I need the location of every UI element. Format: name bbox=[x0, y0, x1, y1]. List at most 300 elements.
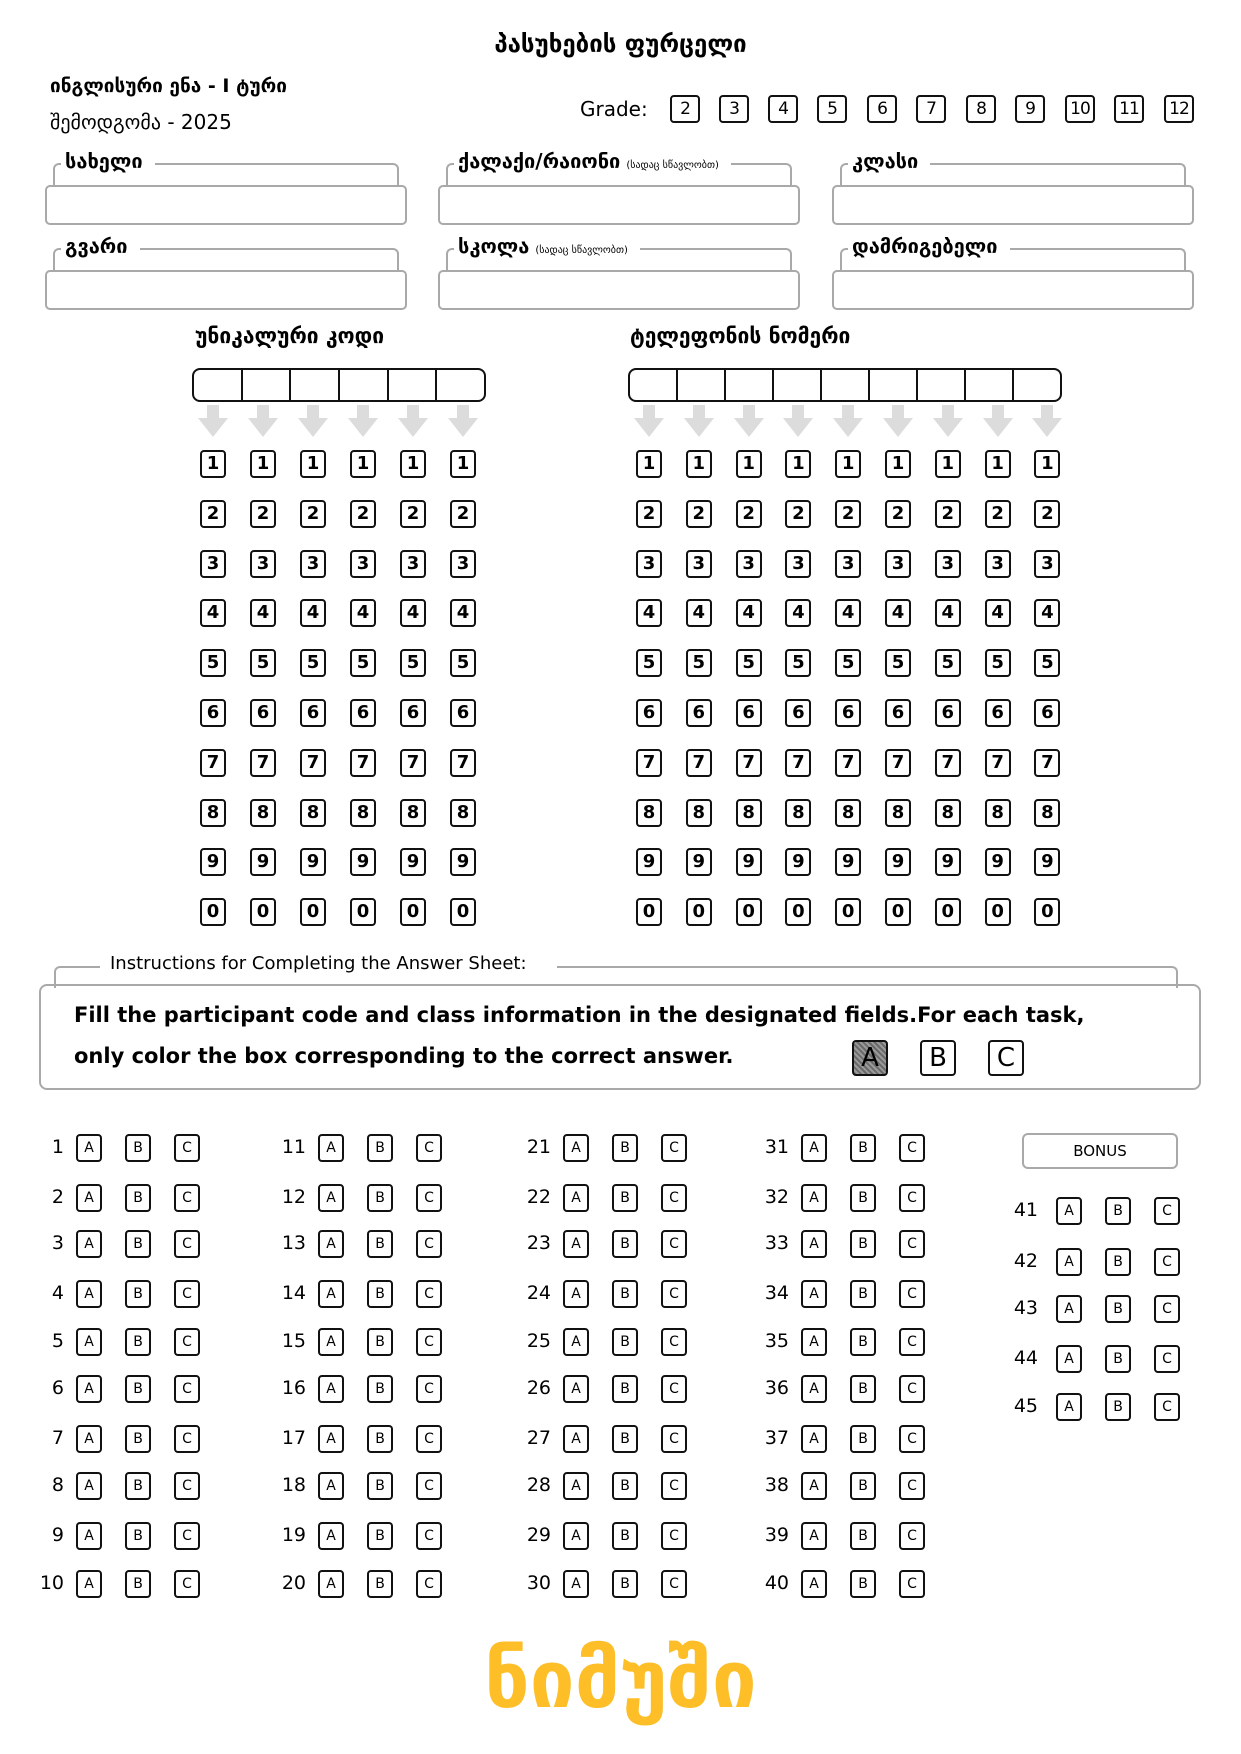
code-digit-bubble[interactable]: 7 bbox=[450, 749, 476, 777]
answer-bubble-a[interactable]: A bbox=[563, 1328, 589, 1356]
code-digit-bubble[interactable]: 0 bbox=[300, 898, 326, 926]
answer-bubble-b[interactable]: B bbox=[850, 1425, 876, 1453]
phone-digit-bubble[interactable]: 8 bbox=[1034, 799, 1060, 827]
unique-code-input-strip[interactable] bbox=[192, 368, 486, 402]
answer-bubble-c[interactable]: C bbox=[416, 1472, 442, 1500]
code-digit-bubble[interactable]: 2 bbox=[250, 500, 276, 528]
phone-digit-bubble[interactable]: 3 bbox=[785, 550, 811, 578]
phone-digit-bubble[interactable]: 7 bbox=[736, 749, 762, 777]
answer-bubble-a[interactable]: A bbox=[1056, 1248, 1082, 1276]
answer-bubble-b[interactable]: B bbox=[367, 1570, 393, 1598]
code-digit-bubble[interactable]: 6 bbox=[300, 699, 326, 727]
answer-bubble-c[interactable]: C bbox=[899, 1184, 925, 1212]
grade-option-4[interactable]: 4 bbox=[768, 95, 798, 123]
answer-bubble-c[interactable]: C bbox=[416, 1184, 442, 1212]
field-input[interactable] bbox=[832, 185, 1194, 225]
answer-bubble-a[interactable]: A bbox=[801, 1134, 827, 1162]
field-input[interactable] bbox=[438, 270, 800, 310]
answer-bubble-a[interactable]: A bbox=[318, 1522, 344, 1550]
phone-digit-bubble[interactable]: 0 bbox=[785, 898, 811, 926]
phone-digit-bubble[interactable]: 3 bbox=[686, 550, 712, 578]
field-input[interactable] bbox=[832, 270, 1194, 310]
phone-number-cell-2[interactable] bbox=[676, 370, 724, 400]
phone-digit-bubble[interactable]: 5 bbox=[736, 649, 762, 677]
code-digit-bubble[interactable]: 5 bbox=[300, 649, 326, 677]
answer-bubble-b[interactable]: B bbox=[367, 1472, 393, 1500]
phone-digit-bubble[interactable]: 1 bbox=[785, 450, 811, 478]
answer-bubble-b[interactable]: B bbox=[125, 1522, 151, 1550]
phone-digit-bubble[interactable]: 4 bbox=[736, 599, 762, 627]
answer-bubble-a[interactable]: A bbox=[801, 1280, 827, 1308]
code-digit-bubble[interactable]: 0 bbox=[350, 898, 376, 926]
code-digit-bubble[interactable]: 0 bbox=[400, 898, 426, 926]
answer-bubble-b[interactable]: B bbox=[850, 1570, 876, 1598]
answer-bubble-b[interactable]: B bbox=[850, 1280, 876, 1308]
answer-bubble-a[interactable]: A bbox=[563, 1280, 589, 1308]
code-digit-bubble[interactable]: 2 bbox=[350, 500, 376, 528]
answer-bubble-b[interactable]: B bbox=[367, 1230, 393, 1258]
phone-digit-bubble[interactable]: 9 bbox=[885, 848, 911, 876]
code-digit-bubble[interactable]: 3 bbox=[200, 550, 226, 578]
phone-digit-bubble[interactable]: 6 bbox=[785, 699, 811, 727]
code-digit-bubble[interactable]: 2 bbox=[450, 500, 476, 528]
phone-digit-bubble[interactable]: 8 bbox=[686, 799, 712, 827]
unique-code-cell-5[interactable] bbox=[387, 370, 436, 400]
phone-digit-bubble[interactable]: 3 bbox=[736, 550, 762, 578]
answer-bubble-c[interactable]: C bbox=[416, 1328, 442, 1356]
phone-digit-bubble[interactable]: 8 bbox=[885, 799, 911, 827]
answer-bubble-b[interactable]: B bbox=[612, 1472, 638, 1500]
answer-bubble-a[interactable]: A bbox=[801, 1184, 827, 1212]
answer-bubble-a[interactable]: A bbox=[318, 1134, 344, 1162]
answer-bubble-b[interactable]: B bbox=[612, 1230, 638, 1258]
code-digit-bubble[interactable]: 2 bbox=[200, 500, 226, 528]
code-digit-bubble[interactable]: 1 bbox=[200, 450, 226, 478]
code-digit-bubble[interactable]: 5 bbox=[450, 649, 476, 677]
code-digit-bubble[interactable]: 7 bbox=[400, 749, 426, 777]
answer-bubble-a[interactable]: A bbox=[76, 1472, 102, 1500]
answer-bubble-b[interactable]: B bbox=[612, 1522, 638, 1550]
answer-bubble-c[interactable]: C bbox=[661, 1280, 687, 1308]
phone-digit-bubble[interactable]: 5 bbox=[636, 649, 662, 677]
phone-digit-bubble[interactable]: 1 bbox=[1034, 450, 1060, 478]
answer-bubble-b[interactable]: B bbox=[367, 1375, 393, 1403]
answer-bubble-b[interactable]: B bbox=[612, 1184, 638, 1212]
answer-bubble-c[interactable]: C bbox=[416, 1425, 442, 1453]
code-digit-bubble[interactable]: 5 bbox=[400, 649, 426, 677]
answer-bubble-a[interactable]: A bbox=[1056, 1345, 1082, 1373]
field-input[interactable] bbox=[45, 185, 407, 225]
phone-digit-bubble[interactable]: 1 bbox=[935, 450, 961, 478]
answer-bubble-c[interactable]: C bbox=[899, 1328, 925, 1356]
phone-digit-bubble[interactable]: 6 bbox=[935, 699, 961, 727]
phone-number-cell-8[interactable] bbox=[964, 370, 1012, 400]
phone-number-cell-6[interactable] bbox=[868, 370, 916, 400]
answer-bubble-c[interactable]: C bbox=[661, 1375, 687, 1403]
answer-bubble-a[interactable]: A bbox=[76, 1375, 102, 1403]
phone-digit-bubble[interactable]: 4 bbox=[935, 599, 961, 627]
answer-bubble-c[interactable]: C bbox=[899, 1280, 925, 1308]
phone-digit-bubble[interactable]: 7 bbox=[935, 749, 961, 777]
answer-bubble-b[interactable]: B bbox=[850, 1134, 876, 1162]
field-input[interactable] bbox=[438, 185, 800, 225]
phone-digit-bubble[interactable]: 1 bbox=[636, 450, 662, 478]
answer-bubble-b[interactable]: B bbox=[125, 1375, 151, 1403]
answer-bubble-c[interactable]: C bbox=[899, 1375, 925, 1403]
grade-option-5[interactable]: 5 bbox=[817, 95, 847, 123]
code-digit-bubble[interactable]: 4 bbox=[400, 599, 426, 627]
code-digit-bubble[interactable]: 9 bbox=[300, 848, 326, 876]
answer-bubble-a[interactable]: A bbox=[563, 1522, 589, 1550]
answer-bubble-b[interactable]: B bbox=[367, 1425, 393, 1453]
phone-digit-bubble[interactable]: 8 bbox=[935, 799, 961, 827]
phone-digit-bubble[interactable]: 5 bbox=[785, 649, 811, 677]
answer-bubble-a[interactable]: A bbox=[318, 1184, 344, 1212]
answer-bubble-c[interactable]: C bbox=[1154, 1345, 1180, 1373]
phone-digit-bubble[interactable]: 2 bbox=[835, 500, 861, 528]
answer-bubble-c[interactable]: C bbox=[661, 1328, 687, 1356]
phone-digit-bubble[interactable]: 2 bbox=[885, 500, 911, 528]
code-digit-bubble[interactable]: 6 bbox=[400, 699, 426, 727]
answer-bubble-a[interactable]: A bbox=[76, 1184, 102, 1212]
answer-bubble-a[interactable]: A bbox=[801, 1522, 827, 1550]
answer-bubble-b[interactable]: B bbox=[367, 1280, 393, 1308]
answer-bubble-c[interactable]: C bbox=[661, 1134, 687, 1162]
answer-bubble-c[interactable]: C bbox=[416, 1522, 442, 1550]
answer-bubble-b[interactable]: B bbox=[850, 1328, 876, 1356]
answer-bubble-a[interactable]: A bbox=[801, 1230, 827, 1258]
answer-bubble-b[interactable]: B bbox=[850, 1522, 876, 1550]
unique-code-cell-4[interactable] bbox=[338, 370, 387, 400]
phone-digit-bubble[interactable]: 7 bbox=[985, 749, 1011, 777]
phone-digit-bubble[interactable]: 9 bbox=[736, 848, 762, 876]
phone-digit-bubble[interactable]: 9 bbox=[686, 848, 712, 876]
code-digit-bubble[interactable]: 8 bbox=[300, 799, 326, 827]
answer-bubble-a[interactable]: A bbox=[1056, 1393, 1082, 1421]
unique-code-cell-6[interactable] bbox=[435, 370, 484, 400]
phone-digit-bubble[interactable]: 9 bbox=[835, 848, 861, 876]
answer-bubble-a[interactable]: A bbox=[76, 1522, 102, 1550]
answer-bubble-c[interactable]: C bbox=[899, 1522, 925, 1550]
answer-bubble-a[interactable]: A bbox=[318, 1425, 344, 1453]
phone-digit-bubble[interactable]: 2 bbox=[636, 500, 662, 528]
phone-digit-bubble[interactable]: 2 bbox=[736, 500, 762, 528]
code-digit-bubble[interactable]: 6 bbox=[450, 699, 476, 727]
answer-bubble-c[interactable]: C bbox=[661, 1184, 687, 1212]
answer-bubble-a[interactable]: A bbox=[563, 1570, 589, 1598]
answer-bubble-c[interactable]: C bbox=[416, 1230, 442, 1258]
code-digit-bubble[interactable]: 1 bbox=[250, 450, 276, 478]
phone-digit-bubble[interactable]: 2 bbox=[686, 500, 712, 528]
phone-digit-bubble[interactable]: 2 bbox=[985, 500, 1011, 528]
code-digit-bubble[interactable]: 8 bbox=[250, 799, 276, 827]
code-digit-bubble[interactable]: 4 bbox=[250, 599, 276, 627]
answer-bubble-a[interactable]: A bbox=[318, 1375, 344, 1403]
answer-bubble-c[interactable]: C bbox=[661, 1472, 687, 1500]
answer-bubble-c[interactable]: C bbox=[1154, 1295, 1180, 1323]
code-digit-bubble[interactable]: 3 bbox=[350, 550, 376, 578]
phone-digit-bubble[interactable]: 4 bbox=[636, 599, 662, 627]
code-digit-bubble[interactable]: 4 bbox=[450, 599, 476, 627]
answer-bubble-b[interactable]: B bbox=[1105, 1345, 1131, 1373]
answer-bubble-c[interactable]: C bbox=[416, 1280, 442, 1308]
answer-bubble-b[interactable]: B bbox=[612, 1570, 638, 1598]
phone-number-cell-7[interactable] bbox=[916, 370, 964, 400]
grade-option-6[interactable]: 6 bbox=[867, 95, 897, 123]
answer-bubble-a[interactable]: A bbox=[1056, 1295, 1082, 1323]
phone-digit-bubble[interactable]: 2 bbox=[935, 500, 961, 528]
code-digit-bubble[interactable]: 2 bbox=[300, 500, 326, 528]
answer-bubble-c[interactable]: C bbox=[174, 1570, 200, 1598]
answer-bubble-b[interactable]: B bbox=[125, 1328, 151, 1356]
answer-bubble-c[interactable]: C bbox=[899, 1230, 925, 1258]
answer-bubble-b[interactable]: B bbox=[1105, 1295, 1131, 1323]
field-input[interactable] bbox=[45, 270, 407, 310]
code-digit-bubble[interactable]: 2 bbox=[400, 500, 426, 528]
phone-digit-bubble[interactable]: 9 bbox=[785, 848, 811, 876]
phone-digit-bubble[interactable]: 1 bbox=[985, 450, 1011, 478]
answer-bubble-a[interactable]: A bbox=[801, 1375, 827, 1403]
answer-bubble-c[interactable]: C bbox=[899, 1472, 925, 1500]
answer-bubble-c[interactable]: C bbox=[416, 1570, 442, 1598]
phone-digit-bubble[interactable]: 3 bbox=[1034, 550, 1060, 578]
code-digit-bubble[interactable]: 4 bbox=[200, 599, 226, 627]
phone-digit-bubble[interactable]: 8 bbox=[835, 799, 861, 827]
phone-digit-bubble[interactable]: 9 bbox=[636, 848, 662, 876]
answer-bubble-b[interactable]: B bbox=[850, 1230, 876, 1258]
answer-bubble-c[interactable]: C bbox=[1154, 1393, 1180, 1421]
answer-bubble-c[interactable]: C bbox=[174, 1328, 200, 1356]
code-digit-bubble[interactable]: 9 bbox=[200, 848, 226, 876]
phone-digit-bubble[interactable]: 4 bbox=[785, 599, 811, 627]
phone-digit-bubble[interactable]: 1 bbox=[835, 450, 861, 478]
answer-bubble-c[interactable]: C bbox=[661, 1230, 687, 1258]
phone-digit-bubble[interactable]: 8 bbox=[636, 799, 662, 827]
answer-bubble-a[interactable]: A bbox=[563, 1134, 589, 1162]
phone-digit-bubble[interactable]: 2 bbox=[1034, 500, 1060, 528]
answer-bubble-b[interactable]: B bbox=[1105, 1248, 1131, 1276]
answer-bubble-a[interactable]: A bbox=[563, 1230, 589, 1258]
phone-digit-bubble[interactable]: 9 bbox=[985, 848, 1011, 876]
code-digit-bubble[interactable]: 7 bbox=[300, 749, 326, 777]
answer-bubble-a[interactable]: A bbox=[801, 1570, 827, 1598]
phone-digit-bubble[interactable]: 1 bbox=[736, 450, 762, 478]
code-digit-bubble[interactable]: 3 bbox=[450, 550, 476, 578]
phone-digit-bubble[interactable]: 4 bbox=[885, 599, 911, 627]
code-digit-bubble[interactable]: 6 bbox=[250, 699, 276, 727]
answer-bubble-b[interactable]: B bbox=[125, 1184, 151, 1212]
code-digit-bubble[interactable]: 8 bbox=[350, 799, 376, 827]
answer-bubble-b[interactable]: B bbox=[125, 1134, 151, 1162]
phone-digit-bubble[interactable]: 8 bbox=[785, 799, 811, 827]
code-digit-bubble[interactable]: 4 bbox=[350, 599, 376, 627]
answer-bubble-c[interactable]: C bbox=[174, 1134, 200, 1162]
phone-digit-bubble[interactable]: 7 bbox=[636, 749, 662, 777]
phone-digit-bubble[interactable]: 4 bbox=[985, 599, 1011, 627]
code-digit-bubble[interactable]: 8 bbox=[200, 799, 226, 827]
answer-bubble-a[interactable]: A bbox=[76, 1570, 102, 1598]
answer-bubble-b[interactable]: B bbox=[612, 1280, 638, 1308]
phone-digit-bubble[interactable]: 0 bbox=[686, 898, 712, 926]
answer-bubble-a[interactable]: A bbox=[801, 1472, 827, 1500]
answer-bubble-a[interactable]: A bbox=[76, 1134, 102, 1162]
answer-bubble-a[interactable]: A bbox=[76, 1425, 102, 1453]
answer-bubble-c[interactable]: C bbox=[174, 1230, 200, 1258]
grade-option-9[interactable]: 9 bbox=[1015, 95, 1045, 123]
answer-bubble-a[interactable]: A bbox=[563, 1375, 589, 1403]
grade-option-10[interactable]: 10 bbox=[1065, 95, 1095, 123]
phone-digit-bubble[interactable]: 5 bbox=[985, 649, 1011, 677]
grade-option-12[interactable]: 12 bbox=[1164, 95, 1194, 123]
answer-bubble-c[interactable]: C bbox=[174, 1184, 200, 1212]
answer-bubble-b[interactable]: B bbox=[1105, 1393, 1131, 1421]
phone-digit-bubble[interactable]: 3 bbox=[985, 550, 1011, 578]
code-digit-bubble[interactable]: 7 bbox=[250, 749, 276, 777]
answer-bubble-a[interactable]: A bbox=[563, 1472, 589, 1500]
phone-digit-bubble[interactable]: 4 bbox=[686, 599, 712, 627]
code-digit-bubble[interactable]: 5 bbox=[250, 649, 276, 677]
phone-number-cell-3[interactable] bbox=[724, 370, 772, 400]
code-digit-bubble[interactable]: 7 bbox=[350, 749, 376, 777]
code-digit-bubble[interactable]: 7 bbox=[200, 749, 226, 777]
answer-bubble-c[interactable]: C bbox=[174, 1472, 200, 1500]
code-digit-bubble[interactable]: 6 bbox=[350, 699, 376, 727]
phone-digit-bubble[interactable]: 0 bbox=[736, 898, 762, 926]
phone-digit-bubble[interactable]: 5 bbox=[1034, 649, 1060, 677]
answer-bubble-a[interactable]: A bbox=[318, 1230, 344, 1258]
answer-bubble-b[interactable]: B bbox=[367, 1328, 393, 1356]
answer-bubble-c[interactable]: C bbox=[661, 1522, 687, 1550]
phone-digit-bubble[interactable]: 8 bbox=[985, 799, 1011, 827]
phone-digit-bubble[interactable]: 6 bbox=[636, 699, 662, 727]
answer-bubble-c[interactable]: C bbox=[416, 1375, 442, 1403]
answer-bubble-c[interactable]: C bbox=[661, 1570, 687, 1598]
answer-bubble-b[interactable]: B bbox=[612, 1134, 638, 1162]
answer-bubble-b[interactable]: B bbox=[125, 1570, 151, 1598]
code-digit-bubble[interactable]: 8 bbox=[400, 799, 426, 827]
answer-bubble-a[interactable]: A bbox=[76, 1328, 102, 1356]
phone-digit-bubble[interactable]: 8 bbox=[736, 799, 762, 827]
phone-digit-bubble[interactable]: 0 bbox=[985, 898, 1011, 926]
phone-digit-bubble[interactable]: 6 bbox=[885, 699, 911, 727]
phone-digit-bubble[interactable]: 5 bbox=[885, 649, 911, 677]
phone-digit-bubble[interactable]: 5 bbox=[835, 649, 861, 677]
phone-digit-bubble[interactable]: 0 bbox=[1034, 898, 1060, 926]
answer-bubble-a[interactable]: A bbox=[801, 1328, 827, 1356]
answer-bubble-a[interactable]: A bbox=[1056, 1197, 1082, 1225]
phone-digit-bubble[interactable]: 0 bbox=[636, 898, 662, 926]
answer-bubble-a[interactable]: A bbox=[801, 1425, 827, 1453]
answer-bubble-c[interactable]: C bbox=[1154, 1197, 1180, 1225]
answer-bubble-b[interactable]: B bbox=[612, 1375, 638, 1403]
answer-bubble-b[interactable]: B bbox=[367, 1184, 393, 1212]
code-digit-bubble[interactable]: 1 bbox=[400, 450, 426, 478]
answer-bubble-b[interactable]: B bbox=[125, 1230, 151, 1258]
answer-bubble-c[interactable]: C bbox=[1154, 1248, 1180, 1276]
answer-bubble-a[interactable]: A bbox=[318, 1280, 344, 1308]
grade-option-3[interactable]: 3 bbox=[719, 95, 749, 123]
answer-bubble-a[interactable]: A bbox=[318, 1472, 344, 1500]
phone-number-input-strip[interactable] bbox=[628, 368, 1062, 402]
answer-bubble-c[interactable]: C bbox=[899, 1134, 925, 1162]
code-digit-bubble[interactable]: 8 bbox=[450, 799, 476, 827]
answer-bubble-b[interactable]: B bbox=[850, 1472, 876, 1500]
phone-number-cell-9[interactable] bbox=[1012, 370, 1060, 400]
answer-bubble-a[interactable]: A bbox=[563, 1184, 589, 1212]
answer-bubble-b[interactable]: B bbox=[125, 1472, 151, 1500]
code-digit-bubble[interactable]: 5 bbox=[350, 649, 376, 677]
phone-digit-bubble[interactable]: 7 bbox=[785, 749, 811, 777]
code-digit-bubble[interactable]: 3 bbox=[300, 550, 326, 578]
answer-bubble-b[interactable]: B bbox=[125, 1425, 151, 1453]
phone-digit-bubble[interactable]: 9 bbox=[1034, 848, 1060, 876]
answer-bubble-a[interactable]: A bbox=[563, 1425, 589, 1453]
answer-bubble-b[interactable]: B bbox=[367, 1522, 393, 1550]
phone-digit-bubble[interactable]: 9 bbox=[935, 848, 961, 876]
grade-option-8[interactable]: 8 bbox=[966, 95, 996, 123]
phone-digit-bubble[interactable]: 1 bbox=[885, 450, 911, 478]
code-digit-bubble[interactable]: 9 bbox=[350, 848, 376, 876]
phone-digit-bubble[interactable]: 7 bbox=[885, 749, 911, 777]
answer-bubble-c[interactable]: C bbox=[174, 1522, 200, 1550]
phone-digit-bubble[interactable]: 5 bbox=[935, 649, 961, 677]
grade-option-11[interactable]: 11 bbox=[1114, 95, 1144, 123]
phone-digit-bubble[interactable]: 2 bbox=[785, 500, 811, 528]
code-digit-bubble[interactable]: 0 bbox=[200, 898, 226, 926]
phone-digit-bubble[interactable]: 0 bbox=[935, 898, 961, 926]
answer-bubble-c[interactable]: C bbox=[416, 1134, 442, 1162]
code-digit-bubble[interactable]: 3 bbox=[400, 550, 426, 578]
phone-digit-bubble[interactable]: 7 bbox=[1034, 749, 1060, 777]
unique-code-cell-3[interactable] bbox=[289, 370, 338, 400]
answer-bubble-b[interactable]: B bbox=[850, 1375, 876, 1403]
answer-bubble-c[interactable]: C bbox=[661, 1425, 687, 1453]
phone-digit-bubble[interactable]: 5 bbox=[686, 649, 712, 677]
answer-bubble-b[interactable]: B bbox=[612, 1425, 638, 1453]
phone-digit-bubble[interactable]: 4 bbox=[835, 599, 861, 627]
phone-digit-bubble[interactable]: 6 bbox=[686, 699, 712, 727]
code-digit-bubble[interactable]: 9 bbox=[450, 848, 476, 876]
phone-digit-bubble[interactable]: 6 bbox=[736, 699, 762, 727]
phone-digit-bubble[interactable]: 3 bbox=[885, 550, 911, 578]
answer-bubble-b[interactable]: B bbox=[125, 1280, 151, 1308]
phone-digit-bubble[interactable]: 0 bbox=[835, 898, 861, 926]
answer-bubble-a[interactable]: A bbox=[76, 1230, 102, 1258]
code-digit-bubble[interactable]: 0 bbox=[250, 898, 276, 926]
phone-digit-bubble[interactable]: 7 bbox=[686, 749, 712, 777]
phone-digit-bubble[interactable]: 3 bbox=[935, 550, 961, 578]
answer-bubble-c[interactable]: C bbox=[174, 1425, 200, 1453]
code-digit-bubble[interactable]: 0 bbox=[450, 898, 476, 926]
unique-code-cell-1[interactable] bbox=[194, 370, 241, 400]
code-digit-bubble[interactable]: 5 bbox=[200, 649, 226, 677]
phone-number-cell-5[interactable] bbox=[820, 370, 868, 400]
phone-digit-bubble[interactable]: 6 bbox=[985, 699, 1011, 727]
answer-bubble-c[interactable]: C bbox=[899, 1570, 925, 1598]
phone-number-cell-1[interactable] bbox=[630, 370, 676, 400]
code-digit-bubble[interactable]: 1 bbox=[300, 450, 326, 478]
code-digit-bubble[interactable]: 9 bbox=[250, 848, 276, 876]
phone-number-cell-4[interactable] bbox=[772, 370, 820, 400]
code-digit-bubble[interactable]: 9 bbox=[400, 848, 426, 876]
answer-bubble-a[interactable]: A bbox=[76, 1280, 102, 1308]
answer-bubble-a[interactable]: A bbox=[318, 1570, 344, 1598]
answer-bubble-c[interactable]: C bbox=[174, 1280, 200, 1308]
phone-digit-bubble[interactable]: 6 bbox=[835, 699, 861, 727]
grade-option-7[interactable]: 7 bbox=[916, 95, 946, 123]
grade-option-2[interactable]: 2 bbox=[670, 95, 700, 123]
phone-digit-bubble[interactable]: 4 bbox=[1034, 599, 1060, 627]
